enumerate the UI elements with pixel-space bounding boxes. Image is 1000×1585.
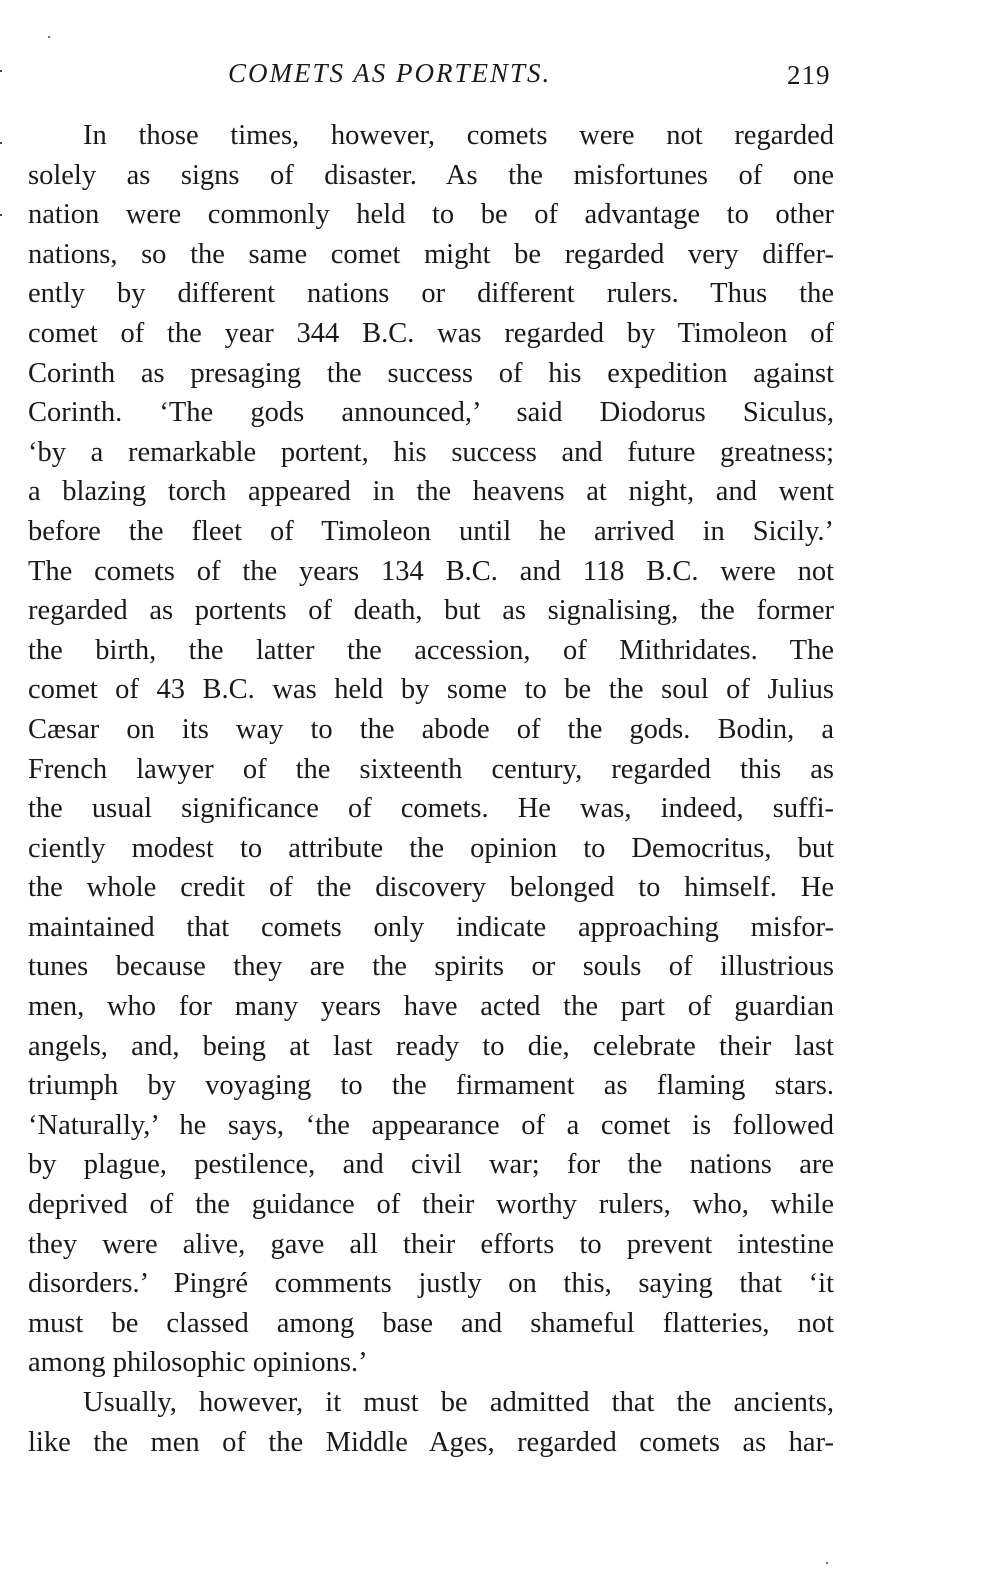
text-line: regarded as portents of death, but as signalising, the former	[28, 595, 834, 627]
text-line: Cæsar on its way to the abode of the gods. Bodin, a	[28, 713, 834, 745]
text-line: Corinth. ‘The gods announced,’ said Diodorus Siculus,	[28, 397, 834, 429]
text-line: the birth, the latter the accession, of Mithridates. The	[28, 634, 834, 666]
paragraph-2	[28, 1383, 834, 1462]
running-head	[0, 58, 1000, 98]
text-line: like the men of the Middle Ages, regarded comets as har-	[28, 1426, 834, 1458]
text-line: they were alive, gave all their efforts to prevent intestine	[28, 1228, 834, 1260]
text-line: among philosophic opinions.’	[28, 1347, 368, 1379]
text-line: The comets of the years 134 B.C. and 118 B.C. were not	[28, 555, 834, 587]
text-line: ‘Naturally,’ he says, ‘the appearance of a comet is followed	[28, 1109, 834, 1141]
text-line: maintained that comets only indicate approaching misfor-	[28, 911, 834, 943]
text-line: In those times, however, comets were not regarded	[83, 120, 834, 151]
scan-speck	[826, 1562, 828, 1564]
running-title: COMETS AS PORTENTS.	[228, 58, 552, 88]
left-edge-marks	[0, 70, 4, 286]
text-line: before the fleet of Timoleon until he arrived in Sicily.’	[28, 515, 834, 547]
text-line: nations, so the same comet might be regarded very differ-	[28, 238, 834, 270]
text-line: a blazing torch appeared in the heavens at night, and went	[28, 476, 834, 508]
text-line: men, who for many years have acted the part of guardian	[28, 991, 834, 1023]
text-line: angels, and, being at last ready to die, celebrate their last	[28, 1030, 834, 1062]
text-line: by plague, pestilence, and civil war; for the nations are	[28, 1149, 834, 1181]
edge-mark	[0, 142, 2, 144]
text-line: tunes because they are the spirits or souls of illustrious	[28, 951, 834, 983]
text-line: must be classed among base and shameful flatteries, not	[28, 1307, 834, 1339]
text-line: Corinth as presaging the success of his expedition against	[28, 357, 834, 389]
paragraph-1	[28, 116, 834, 1383]
text-line: ently by different nations or different rulers. Thus the	[28, 278, 834, 310]
text-line: the usual significance of comets. He was, indeed, suffi-	[28, 793, 834, 825]
text-line: Usually, however, it must be admitted that the ancients,	[83, 1387, 834, 1418]
text-line: deprived of the guidance of their worthy rulers, who, while	[28, 1189, 834, 1221]
scan-speck	[48, 36, 50, 38]
edge-mark	[0, 214, 2, 216]
text-line: solely as signs of disaster. As the misfortunes of one	[28, 159, 834, 191]
text-line: ‘by a remarkable portent, his success and future greatness;	[28, 436, 834, 468]
text-line: ciently modest to attribute the opinion to Democritus, but	[28, 832, 834, 864]
body-text	[28, 116, 834, 1462]
text-line: disorders.’ Pingré comments justly on this, saying that ‘it	[28, 1268, 834, 1300]
text-line: comet of 43 B.C. was held by some to be the soul of Julius	[28, 674, 834, 706]
text-line: comet of the year 344 B.C. was regarded by Timoleon of	[28, 317, 834, 349]
text-line: the whole credit of the discovery belonged to himself. He	[28, 872, 834, 904]
page-number: 219	[787, 60, 831, 90]
text-line: French lawyer of the sixteenth century, regarded this as	[28, 753, 834, 785]
text-line: nation were commonly held to be of advantage to other	[28, 199, 834, 231]
text-line: triumph by voyaging to the firmament as flaming stars.	[28, 1070, 834, 1102]
